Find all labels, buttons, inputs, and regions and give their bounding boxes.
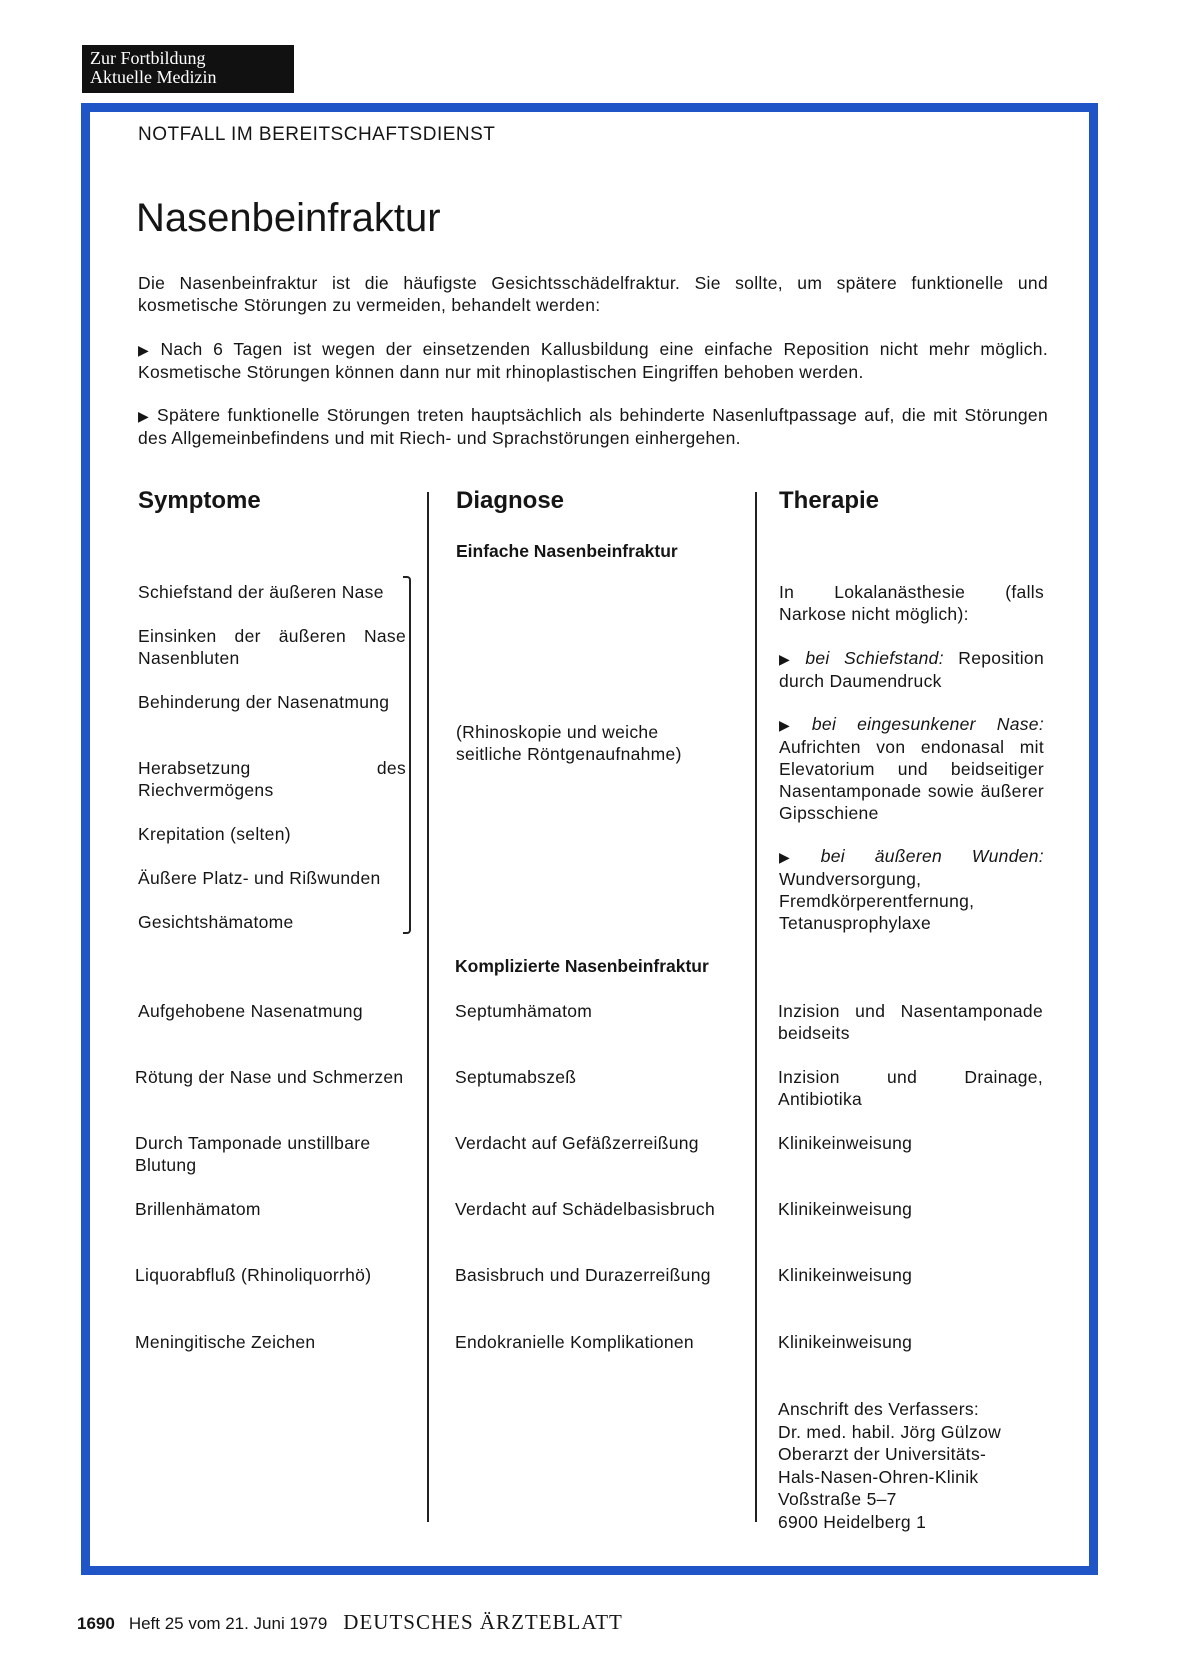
author-label: Anschrift des Verfassers: (778, 1399, 980, 1419)
symptom-item: Einsinken der äußeren Nase Nasenbluten (138, 626, 406, 668)
symptom-item: Schiefstand der äußeren Nase (138, 582, 384, 602)
kompliziert-diagnose: Septumhämatom (455, 1001, 593, 1021)
kompliziert-symptom: Durch Tamponade unstillbare Blutung (135, 1133, 371, 1175)
kompliziert-symptom: Aufgehobene Nasenatmung (138, 1001, 363, 1021)
intro-paragraph: Die Nasenbeinfraktur ist die häufigste Gesichtsschädelfraktur. Sie sollte, um spätere funktionelle und kosmetische Störungen zu vermeiden, behandelt werden: (138, 273, 1048, 315)
bullet-text-1: Nach 6 Tagen ist wegen der einsetzenden Kallusbildung eine einfache Reposition nicht mehr möglich. Kosmetische Störungen können dann nur mit rhinoplastischen Eingriffen behoben werden. (138, 339, 1048, 382)
column-divider-left (427, 492, 429, 1522)
author-clinic: Hals-Nasen-Ohren-Klinik (778, 1466, 979, 1487)
kompliziert-therapie: Klinikeinweisung (778, 1133, 913, 1153)
kompliziert-therapie: Klinikeinweisung (778, 1265, 913, 1285)
therapie-intro: In Lokalanästhesie (falls Narkose nicht möglich): (779, 582, 1044, 624)
issue-info: Heft 25 vom 21. Juni 1979 (128, 1614, 328, 1633)
kompliziert-therapie: Klinikeinweisung (778, 1199, 913, 1219)
kompliziert-diagnose: Verdacht auf Schädelbasisbruch (455, 1199, 715, 1219)
therapie-item (779, 647, 1044, 692)
kompliziert-therapie: Inzision und Nasentamponade beidseits (778, 1001, 1043, 1043)
symptom-item: Gesichtshämatome (138, 912, 294, 932)
author-address (778, 1398, 1043, 1533)
column-heading-diagnose: Diagnose (456, 487, 565, 514)
therapie-item (779, 713, 1044, 824)
therapie-item-label: bei eingesunkener Nase: (811, 714, 1044, 734)
kompliziert-diagnose: Endokranielle Komplikationen (455, 1332, 694, 1352)
kompliziert-therapie: Inzision und Drainage, Antibiotika (778, 1067, 1043, 1109)
symptom-group-bracket (403, 576, 411, 934)
therapie-item-text: Wundversorgung, Fremdkörperentfernung, Tetanusprophylaxe (779, 869, 975, 933)
therapie-item-text: Reposition durch Daumendruck (779, 648, 1044, 691)
kompliziert-symptom: Rötung der Nase und Schmerzen (135, 1067, 404, 1087)
bullet-marker-icon: ▶ (779, 717, 806, 733)
bullet-paragraph-1 (138, 338, 1048, 383)
bullet-marker-icon: ▶ (138, 342, 155, 358)
therapie-item-label: bei äußeren Wunden: (820, 846, 1044, 866)
author-city: 6900 Heidelberg 1 (778, 1511, 927, 1532)
article-title: Nasenbeinfraktur (136, 196, 441, 240)
author-street: Voßstraße 5–7 (778, 1489, 897, 1509)
kompliziert-symptom: Brillenhämatom (135, 1199, 261, 1219)
journal-name: DEUTSCHES ÄRZTEBLATT (343, 1610, 623, 1634)
bullet-paragraph-2 (138, 404, 1048, 449)
column-heading-symptome: Symptome (138, 487, 261, 514)
kompliziert-diagnose: Septumabszeß (455, 1067, 577, 1087)
therapie-item (779, 845, 1044, 934)
therapie-item-text: Aufrichten von endonasal mit Elevatorium und beidseitiger Nasentamponade sowie äußerer Gipsschiene (779, 737, 1044, 823)
author-position: Oberarzt der Universitäts- (778, 1444, 987, 1464)
symptom-item: Äußere Platz- und Rißwunden (138, 868, 381, 888)
page-footer (77, 1610, 623, 1635)
column-heading-therapie: Therapie (779, 487, 880, 514)
kompliziert-symptom: Meningitische Zeichen (135, 1332, 316, 1352)
kompliziert-therapie: Klinikeinweisung (778, 1332, 913, 1352)
page-number: 1690 (77, 1614, 115, 1633)
section-badge (82, 45, 294, 93)
bullet-text-2: Spätere funktionelle Störungen treten hauptsächlich als behinderte Nasenluftpassage auf, die mit Störungen des Allgemeinbefindens und mit Riech- und Sprachstörungen einhergehen. (138, 405, 1048, 448)
badge-line-2: Aktuelle Medizin (90, 67, 217, 87)
bullet-marker-icon: ▶ (779, 849, 815, 865)
article-kicker: NOTFALL IM BEREITSCHAFTSDIENST (138, 124, 496, 145)
kompliziert-diagnose: Verdacht auf Gefäßzerreißung (455, 1133, 699, 1153)
bullet-marker-icon: ▶ (779, 651, 800, 667)
kompliziert-diagnose: Basisbruch und Durazerreißung (455, 1265, 711, 1285)
subheading-kompliziert: Komplizierte Nasenbeinfraktur (455, 956, 709, 976)
symptom-item: Krepitation (selten) (138, 824, 291, 844)
column-divider-right (755, 492, 757, 1522)
diagnose-einfach: (Rhinoskopie und weiche seitliche Röntgenaufnahme) (456, 722, 682, 764)
therapie-item-label: bei Schiefstand: (805, 648, 944, 668)
symptom-item: Herabsetzung des Riechvermögens (138, 758, 406, 800)
subheading-einfach: Einfache Nasenbeinfraktur (456, 541, 678, 561)
symptom-item: Behinderung der Nasenatmung (138, 692, 390, 712)
badge-line-1: Zur Fortbildung (90, 48, 206, 68)
author-name: Dr. med. habil. Jörg Gülzow (778, 1421, 1002, 1442)
kompliziert-symptom: Liquorabfluß (Rhinoliquorrhö) (135, 1265, 372, 1285)
bullet-marker-icon: ▶ (138, 408, 152, 424)
